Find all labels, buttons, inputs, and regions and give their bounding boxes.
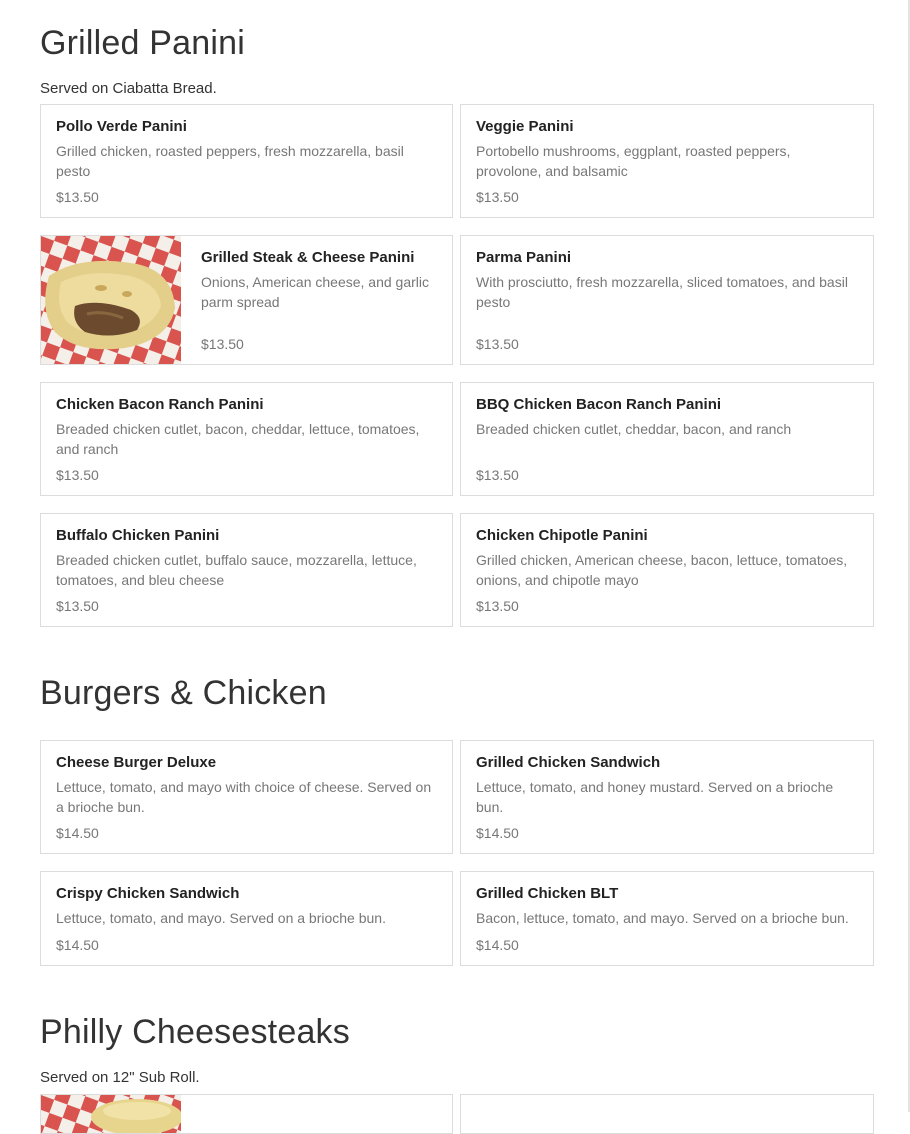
item-price: $13.50	[476, 598, 519, 614]
item-name: Veggie Panini	[476, 118, 574, 135]
section-grilled-panini	[40, 26, 874, 97]
item-name: Chicken Chipotle Panini	[476, 527, 648, 544]
item-price: $13.50	[56, 189, 99, 205]
item-price: $14.50	[476, 937, 519, 953]
item-description: Lettuce, tomato, and mayo. Served on a brioche bun.	[56, 910, 386, 926]
item-name: Crispy Chicken Sandwich	[56, 885, 240, 902]
item-description: Portobello mushrooms, eggplant, roasted peppers, provolone, and balsamic	[476, 143, 791, 179]
item-price: $13.50	[56, 467, 99, 483]
menu-item-card[interactable]	[40, 235, 453, 365]
menu-item-card[interactable]	[40, 871, 453, 966]
item-description: With prosciutto, fresh mozzarella, sliced tomatoes, and basil pesto	[476, 274, 848, 310]
menu-item-card[interactable]	[40, 382, 453, 496]
item-description: Breaded chicken cutlet, cheddar, bacon, and ranch	[476, 421, 792, 437]
item-description: Onions, American cheese, and garlic parm spread	[201, 274, 430, 310]
menu-item-card[interactable]	[460, 740, 874, 854]
item-price: $13.50	[201, 336, 244, 352]
item-name: Cheese Burger Deluxe	[56, 754, 217, 771]
item-name: Pollo Verde Panini	[56, 118, 187, 135]
item-price: $14.50	[56, 825, 99, 841]
item-name: BBQ Chicken Bacon Ranch Panini	[476, 396, 722, 413]
item-price: $14.50	[476, 825, 519, 841]
menu-item-card[interactable]	[40, 513, 453, 627]
item-description: Grilled chicken, American cheese, bacon, lettuce, tomatoes, onions, and chipotle mayo	[476, 552, 848, 588]
item-name: Grilled Chicken BLT	[476, 885, 619, 902]
item-price: $13.50	[476, 467, 519, 483]
menu-item-card[interactable]	[460, 235, 874, 365]
section-philly-cheesesteaks	[40, 1015, 874, 1086]
item-name: Grilled Chicken Sandwich	[476, 754, 661, 771]
item-price: $13.50	[476, 189, 519, 205]
section-title: Grilled Panini	[40, 24, 246, 62]
item-name: Buffalo Chicken Panini	[56, 527, 220, 544]
item-description: Breaded chicken cutlet, buffalo sauce, mozzarella, lettuce, tomatoes, and bleu cheese	[56, 552, 417, 588]
item-name: Grilled Steak & Cheese Panini	[201, 249, 415, 266]
section-title: Burgers & Chicken	[40, 674, 327, 712]
item-price: $14.50	[56, 937, 99, 953]
section-subtitle: Served on 12" Sub Roll.	[40, 1069, 200, 1086]
item-price: $13.50	[476, 336, 519, 352]
cheesesteak-photo	[41, 1095, 181, 1133]
item-description: Grilled chicken, roasted peppers, fresh mozzarella, basil pesto	[56, 143, 404, 179]
item-description: Lettuce, tomato, and mayo with choice of cheese. Served on a brioche bun.	[56, 779, 432, 815]
menu-item-card[interactable]	[40, 104, 453, 218]
menu-item-card[interactable]	[40, 740, 453, 854]
item-description: Bacon, lettuce, tomato, and mayo. Served on a brioche bun.	[476, 910, 849, 926]
steak-panini-photo	[41, 236, 181, 364]
item-description: Lettuce, tomato, and honey mustard. Served on a brioche bun.	[476, 779, 834, 815]
item-price: $13.50	[56, 598, 99, 614]
menu-item-card[interactable]	[460, 382, 874, 496]
menu-item-card[interactable]	[460, 513, 874, 627]
menu-item-card[interactable]	[460, 871, 874, 966]
section-subtitle: Served on Ciabatta Bread.	[40, 80, 217, 97]
section-burgers-chicken	[40, 676, 874, 710]
item-description: Breaded chicken cutlet, bacon, cheddar, lettuce, tomatoes, and ranch	[56, 421, 420, 457]
menu-item-card[interactable]	[40, 1094, 453, 1134]
item-name: Parma Panini	[476, 249, 572, 266]
item-name: Chicken Bacon Ranch Panini	[56, 396, 264, 413]
menu-item-card[interactable]	[460, 104, 874, 218]
menu-item-card[interactable]	[460, 1094, 874, 1134]
section-title: Philly Cheesesteaks	[40, 1013, 350, 1051]
